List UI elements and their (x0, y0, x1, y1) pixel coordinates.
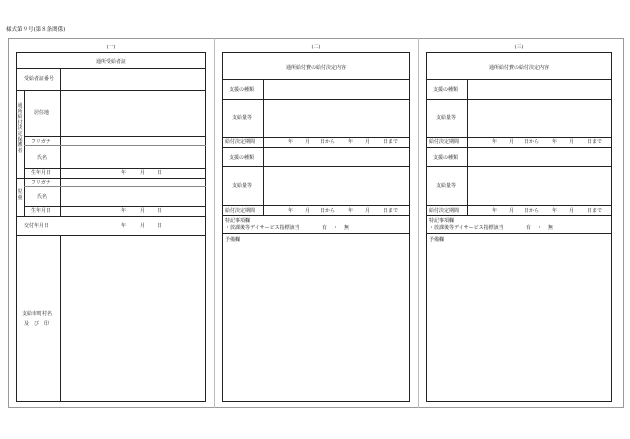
p2-service-type-1: 支援の種類 (229, 87, 255, 93)
p3-sep: ・ (537, 225, 543, 231)
p2-period-1-d2: 日まで (383, 139, 399, 145)
page-1-label: (一) (106, 44, 116, 50)
seal-label: 及 び 印 (24, 321, 50, 327)
p3-yes: 有 (526, 225, 532, 231)
p2-service-amount-1: 支給量等 (232, 115, 253, 121)
row-line (60, 235, 61, 402)
p3-period-1-y1: 年 (492, 139, 498, 145)
p3-decision-period-1: 給付決定期間 (429, 139, 460, 145)
row-line (222, 166, 410, 167)
p2-period-2-m2: 月 (365, 208, 371, 214)
page-3-label: (三) (514, 44, 524, 50)
p3-period-2-m1: 月 (509, 208, 515, 214)
row-line (222, 137, 410, 138)
page-1-title: 通所受給者証 (95, 59, 126, 65)
row-line (222, 99, 410, 100)
row-line (24, 178, 25, 216)
p3-period-1-m2: 月 (569, 139, 575, 145)
panel-divider-2 (418, 38, 419, 408)
p3-period-2-d2: 日まで (587, 208, 603, 214)
row-line (426, 233, 612, 234)
municipality-label: 支給市町村名 (22, 311, 53, 317)
furigana2-label: フリガナ (31, 180, 51, 186)
row-line (16, 68, 206, 69)
birthdate2-year: 年 (121, 208, 127, 214)
issue-date-label: 交付年月日 (24, 223, 50, 229)
row-line (16, 90, 206, 91)
p3-period-1-d2: 日まで (587, 139, 603, 145)
p2-decision-period-1: 給付決定期間 (225, 139, 256, 145)
p3-period-2-m2: 月 (569, 208, 575, 214)
name2-label: 氏名 (37, 194, 48, 200)
row-line (222, 147, 410, 148)
p2-period-2-d1: 日から (320, 208, 336, 214)
issue-day: 日 (157, 223, 163, 229)
row-line (16, 216, 206, 217)
guardian-section-label: 通所給付決定保護者 (17, 103, 23, 154)
p2-no: 無 (344, 225, 350, 231)
row-line (24, 136, 206, 137)
p2-special-notes: 特記事項欄 (225, 218, 251, 224)
form-id: 様式第９号(第８条関係) (6, 27, 66, 33)
page-3-title: 通所給付費の給付決定内容 (488, 65, 549, 71)
row-line (16, 235, 206, 236)
row-line (426, 166, 612, 167)
row-line (426, 99, 612, 100)
p3-service-amount-1: 支給量等 (436, 115, 457, 121)
p3-period-2-y2: 年 (552, 208, 558, 214)
p3-period-1-d1: 日から (524, 139, 540, 145)
row-line (24, 145, 206, 146)
p2-remarks: 予備欄 (225, 237, 241, 243)
p2-period-1-y1: 年 (288, 139, 294, 145)
birthdate1-label: 生年月日 (31, 170, 52, 176)
row-line (60, 68, 61, 90)
p2-support-note: ・放課後等デイサービス指標該当 (225, 225, 300, 231)
p2-decision-period-2: 給付決定期間 (225, 208, 256, 214)
p3-service-amount-2: 支給量等 (436, 183, 457, 189)
row-line (426, 137, 612, 138)
p3-service-type-1: 支援の種類 (433, 87, 459, 93)
recipient-number-label: 受給者証番号 (24, 76, 55, 82)
birthdate1-month: 月 (140, 170, 146, 176)
row-line (60, 90, 61, 178)
row-line (426, 79, 612, 80)
row-line (222, 79, 410, 80)
row-line (222, 215, 410, 216)
row-line (222, 233, 410, 234)
p3-special-notes: 特記事項欄 (429, 218, 455, 224)
birthdate2-day: 日 (157, 208, 163, 214)
p2-period-2-m1: 月 (305, 208, 311, 214)
row-line (24, 206, 206, 207)
name1-label: 氏名 (37, 155, 48, 161)
row-line (222, 205, 410, 206)
issue-month: 月 (140, 223, 146, 229)
p2-period-1-m1: 月 (305, 139, 311, 145)
row-line (426, 205, 612, 206)
page-2-title: 通所給付費の給付決定内容 (285, 65, 346, 71)
issue-year: 年 (121, 223, 127, 229)
child-section-label: 児童 (17, 189, 23, 201)
p2-period-1-d1: 日から (320, 139, 336, 145)
birthdate1-day: 日 (157, 170, 163, 176)
row-line (60, 178, 61, 216)
p2-period-2-y2: 年 (348, 208, 354, 214)
row-line (24, 186, 206, 187)
row-line (426, 147, 612, 148)
address-label: 居住地 (34, 110, 50, 116)
p2-service-type-2: 支援の種類 (229, 155, 255, 161)
p2-period-2-y1: 年 (288, 208, 294, 214)
page-2-label: (二) (311, 44, 321, 50)
p3-remarks: 予備欄 (429, 237, 445, 243)
row-line (16, 178, 206, 179)
birthdate2-month: 月 (140, 208, 146, 214)
p2-period-2-d2: 日まで (383, 208, 399, 214)
row-line (24, 168, 206, 169)
p3-no: 無 (548, 225, 554, 231)
p3-period-2-d1: 日から (524, 208, 540, 214)
p2-service-amount-2: 支給量等 (232, 183, 253, 189)
p3-period-2-y1: 年 (492, 208, 498, 214)
panel-divider-1 (214, 38, 215, 408)
p3-period-1-y2: 年 (552, 139, 558, 145)
p2-period-1-y2: 年 (348, 139, 354, 145)
row-line (426, 215, 612, 216)
p3-period-1-m1: 月 (509, 139, 515, 145)
row-line (24, 90, 25, 178)
p3-decision-period-2: 給付決定期間 (429, 208, 460, 214)
furigana1-label: フリガナ (31, 139, 51, 145)
p2-sep: ・ (333, 225, 339, 231)
p3-service-type-2: 支援の種類 (433, 155, 459, 161)
birthdate1-year: 年 (121, 170, 127, 176)
p3-support-note: ・放課後等デイサービス指標該当 (429, 225, 504, 231)
p2-period-1-m2: 月 (365, 139, 371, 145)
birthdate2-label: 生年月日 (31, 208, 52, 214)
p2-yes: 有 (322, 225, 328, 231)
